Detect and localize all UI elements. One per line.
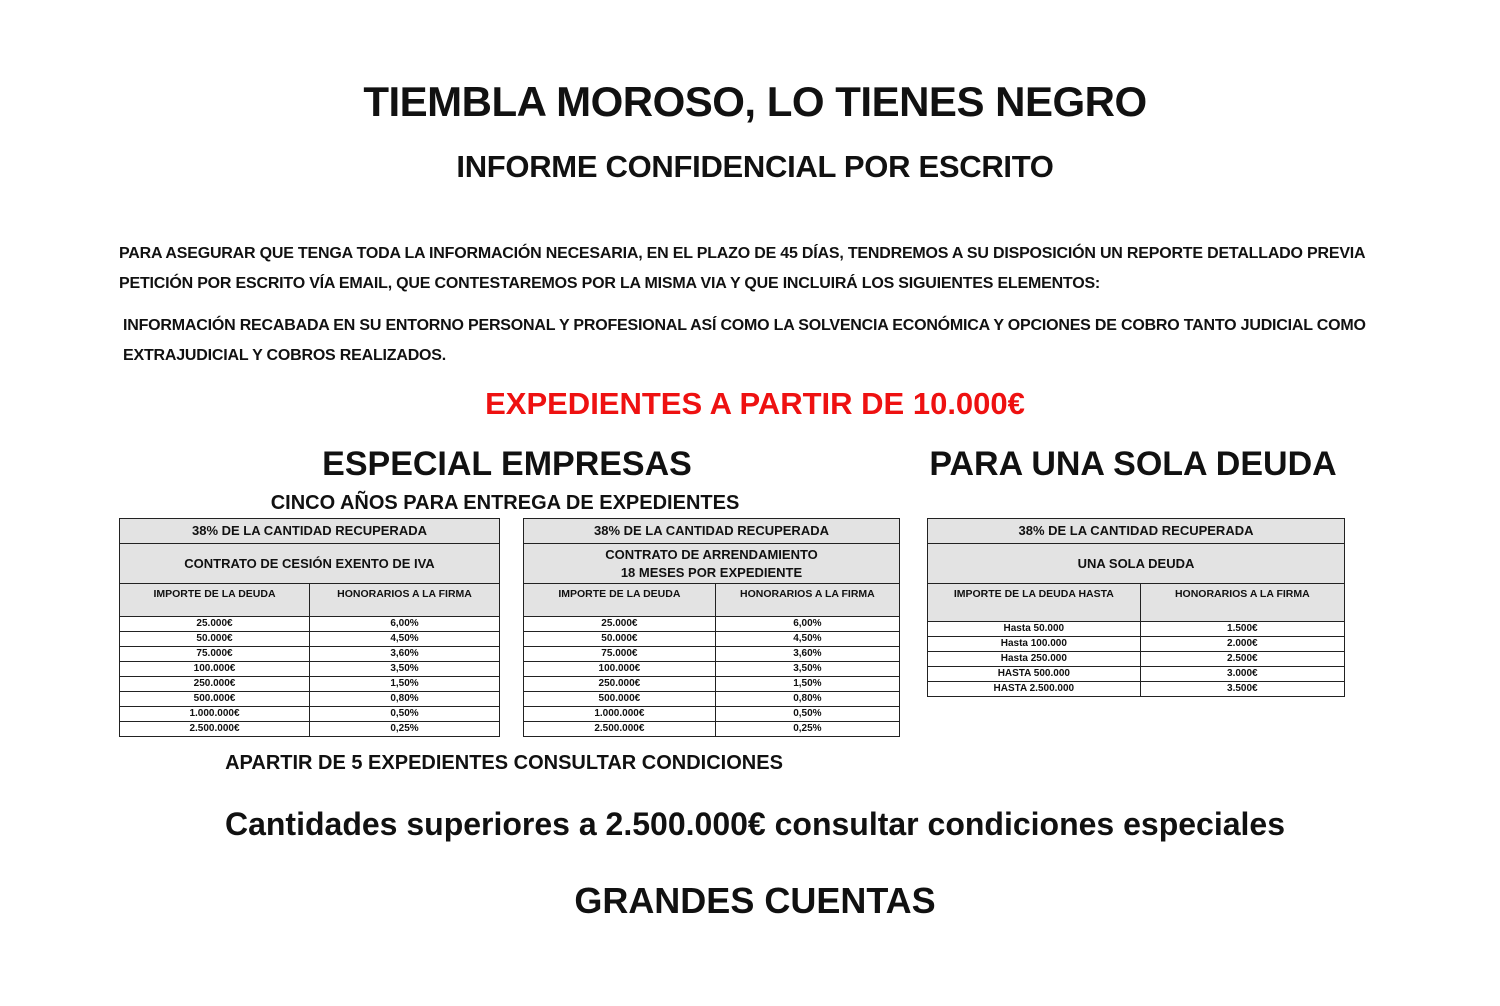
table-header: 38% DE LA CANTIDAD RECUPERADA (524, 519, 900, 544)
table-header: 38% DE LA CANTIDAD RECUPERADA (120, 519, 500, 544)
amount-cell: Hasta 250.000 (928, 652, 1141, 667)
column-header-fee: HONORARIOS A LA FIRMA (1140, 584, 1344, 622)
table-row (120, 692, 500, 707)
fee-cell: 3,50% (715, 662, 899, 677)
fee-cell: 2.000€ (1140, 637, 1344, 652)
amount-cell: 2.500.000€ (524, 722, 716, 737)
table-row (120, 647, 500, 662)
table-row (524, 632, 900, 647)
page-subtitle: INFORME CONFIDENCIAL POR ESCRITO (456, 149, 1054, 184)
table-subheader (524, 544, 900, 584)
arrendamiento-fee-table (523, 518, 900, 737)
table-row (120, 632, 500, 647)
table-row (524, 707, 900, 722)
fee-cell: 1.500€ (1140, 622, 1344, 637)
column-header-fee: HONORARIOS A LA FIRMA (310, 584, 500, 617)
amount-cell: 1.000.000€ (120, 707, 310, 722)
fee-cell: 4,50% (310, 632, 500, 647)
amount-cell: HASTA 500.000 (928, 667, 1141, 682)
sola-deuda-fee-table (927, 518, 1345, 697)
cesion-fee-table (119, 518, 500, 737)
table-row (928, 667, 1345, 682)
amount-cell: 100.000€ (120, 662, 310, 677)
fee-cell: 1,50% (310, 677, 500, 692)
table-row (928, 682, 1345, 697)
fee-cell: 0,25% (310, 722, 500, 737)
fee-cell: 2.500€ (1140, 652, 1344, 667)
empresas-subheading: CINCO AÑOS PARA ENTREGA DE EXPEDIENTES (270, 492, 740, 514)
table-row (524, 692, 900, 707)
amount-cell: 75.000€ (120, 647, 310, 662)
grandes-cuentas-heading: GRANDES CUENTAS (574, 880, 936, 921)
table-row (120, 617, 500, 632)
amount-cell: 25.000€ (120, 617, 310, 632)
column-header-amount: IMPORTE DE LA DEUDA HASTA (928, 584, 1141, 622)
details-paragraph: INFORMACIÓN RECABADA EN SU ENTORNO PERSONAL Y PROFESIONAL ASÍ COMO LA SOLVENCIA ECONÓMICA Y OPCIONES DE COBRO TANTO JUDICIAL COMO EXTRAJUDICIAL Y COBROS REALIZADOS. (123, 317, 1366, 364)
column-header-fee: HONORARIOS A LA FIRMA (715, 584, 899, 617)
fee-cell: 0,80% (715, 692, 899, 707)
fee-cell: 0,50% (310, 707, 500, 722)
empresas-footnote: APARTIR DE 5 EXPEDIENTES CONSULTAR CONDICIONES (225, 752, 783, 774)
page-title: TIEMBLA MOROSO, LO TIENES NEGRO (363, 78, 1147, 125)
fee-cell: 6,00% (715, 617, 899, 632)
fee-cell: 6,00% (310, 617, 500, 632)
fee-cell: 4,50% (715, 632, 899, 647)
table-row (120, 662, 500, 677)
table-row (120, 722, 500, 737)
amount-cell: 500.000€ (120, 692, 310, 707)
table-row (524, 662, 900, 677)
fee-cell: 1,50% (715, 677, 899, 692)
subheader-line: CONTRATO DE ARRENDAMIENTO (605, 546, 818, 562)
fee-cell: 3,50% (310, 662, 500, 677)
minimum-amount-highlight: EXPEDIENTES A PARTIR DE 10.000€ (485, 386, 1025, 421)
amount-cell: 75.000€ (524, 647, 716, 662)
table-row (524, 647, 900, 662)
amount-cell: Hasta 50.000 (928, 622, 1141, 637)
amount-cell: HASTA 2.500.000 (928, 682, 1141, 697)
table-subheader: UNA SOLA DEUDA (928, 544, 1345, 584)
column-header-amount: IMPORTE DE LA DEUDA (120, 584, 310, 617)
fee-cell: 3,60% (310, 647, 500, 662)
amount-cell: 25.000€ (524, 617, 716, 632)
amount-cell: 100.000€ (524, 662, 716, 677)
table-row (120, 707, 500, 722)
amount-cell: 2.500.000€ (120, 722, 310, 737)
amount-cell: 50.000€ (120, 632, 310, 647)
table-row (524, 617, 900, 632)
table-row (928, 637, 1345, 652)
table-header: 38% DE LA CANTIDAD RECUPERADA (928, 519, 1345, 544)
fee-cell: 0,25% (715, 722, 899, 737)
table-row (524, 677, 900, 692)
fee-cell: 3,60% (715, 647, 899, 662)
amount-cell: 250.000€ (524, 677, 716, 692)
fee-cell: 3.000€ (1140, 667, 1344, 682)
large-amounts-note: Cantidades superiores a 2.500.000€ consultar condiciones especiales (224, 806, 1286, 842)
fee-cell: 0,50% (715, 707, 899, 722)
column-header-amount: IMPORTE DE LA DEUDA (524, 584, 716, 617)
table-row (928, 622, 1345, 637)
amount-cell: 500.000€ (524, 692, 716, 707)
amount-cell: 1.000.000€ (524, 707, 716, 722)
amount-cell: 50.000€ (524, 632, 716, 647)
table-row (928, 652, 1345, 667)
table-row (120, 677, 500, 692)
sola-deuda-heading: PARA UNA SOLA DEUDA (929, 445, 1337, 483)
intro-paragraph: PARA ASEGURAR QUE TENGA TODA LA INFORMACIÓN NECESARIA, EN EL PLAZO DE 45 DÍAS, TENDREMOS A SU DISPOSICIÓN UN REPORTE DETALLADO PREVIA PETICIÓN POR ESCRITO VÍA EMAIL, QUE CONTESTAREMOS POR LA MISMA VIA Y QUE INCLUIRÁ LOS SIGUIENTES ELEMENTOS: (119, 245, 1365, 292)
table-row (524, 722, 900, 737)
empresas-heading: ESPECIAL EMPRESAS (322, 445, 692, 483)
fee-cell: 0,80% (310, 692, 500, 707)
fee-cell: 3.500€ (1140, 682, 1344, 697)
table-subheader: CONTRATO DE CESIÓN EXENTO DE IVA (120, 544, 500, 584)
amount-cell: Hasta 100.000 (928, 637, 1141, 652)
amount-cell: 250.000€ (120, 677, 310, 692)
subheader-line: 18 MESES POR EXPEDIENTE (620, 564, 803, 580)
